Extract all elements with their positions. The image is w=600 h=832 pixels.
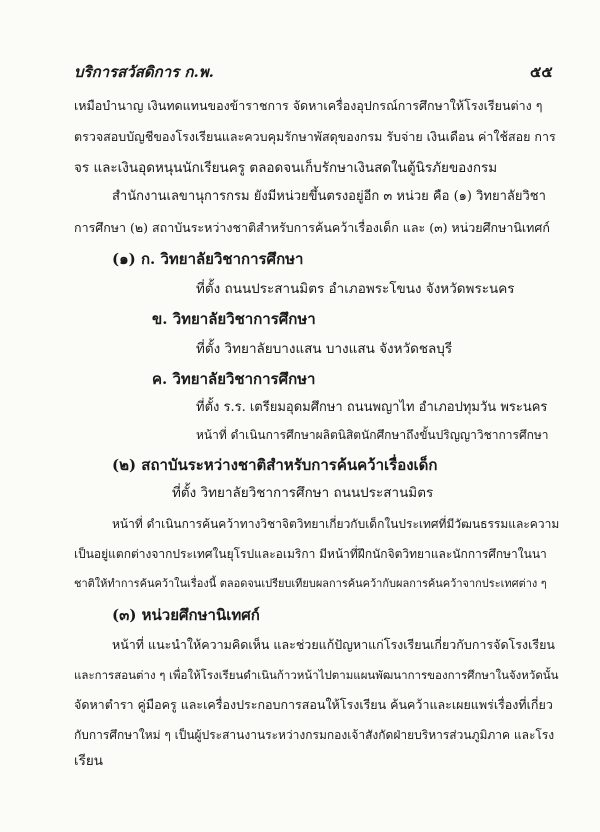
location-line: ที่ตั้ง วิทยาลัยบางแสน บางแสน จังหวัดชลบุรี [196, 341, 453, 357]
location-line: ที่ตั้ง ร.ร. เตรียมอุดมศึกษา ถนนพญาไท อำเภอปทุมวัน พระนคร [196, 400, 548, 415]
section-heading: (๓) หน่วยศึกษานิเทศก์ [112, 606, 260, 624]
duty-line: ชาติให้ทำการค้นคว้าในเรื่องนี้ ตลอดจนเปรียบเทียบผลการค้นคว้ากับผลการค้นคว้าจากประเทศต่าง ๆ [74, 577, 547, 590]
paragraph-line: เหมือบำนาญ เงินทดแทนของข้าราชการ จัดหาเครื่องอุปกรณ์การศึกษาให้โรงเรียนต่าง ๆ [74, 98, 543, 113]
duty-line: กับการศึกษาใหม่ ๆ เป็นผู้ประสานงานระหว่างกรมกองเจ้าสังกัดฝ่ายบริหารส่วนภูมิภาค และโรง [74, 728, 555, 742]
section-heading: (๑) ก. วิทยาลัยวิชาการศึกษา [112, 250, 304, 268]
duty-line: เป็นอยู่แตกต่างจากประเทศในยุโรปและอเมริกา มีหน้าที่ฝึกนักจิตวิทยาและนักการศึกษาในนา [74, 547, 547, 561]
location-line: ที่ตั้ง ถนนประสานมิตร อำเภอพระโขนง จังหวัดพระนคร [196, 281, 515, 297]
paragraph-line: การศึกษา (๒) สถาบันระหว่างชาติสำหรับการค้นคว้าเรื่องเด็ก และ (๓) หน่วยศึกษานิเทศก์ [74, 220, 550, 235]
duty-line: หน้าที่ แนะนำให้ความคิดเห็น และช่วยแก้ปัญหาแก่โรงเรียนเกี่ยวกับการจัดโรงเรียน [112, 637, 555, 652]
running-header-title: บริการสวัสดิการ ก.พ. [74, 63, 214, 81]
sub-heading: ข. วิทยาลัยวิชาการศึกษา [152, 310, 316, 328]
paragraph-line: จร และเงินอุดหนุนนักเรียนครู ตลอดจนเก็บรักษาเงินสดในตู้นิรภัยของกรม [74, 160, 498, 176]
duty-line: จัดหาตำรา คู่มือครู และเครื่องประกอบการสอนให้โรงเรียน ค้นคว้าและเผยแพร่เรื่องที่เกี่ยว [74, 697, 553, 712]
page-number: ๕๕ [530, 63, 553, 81]
duty-line: หน้าที่ ดำเนินการค้นคว้าทางวิชาจิตวิทยาเกี่ยวกับเด็กในประเทศที่มีวัฒนธรรมและความ [112, 517, 560, 531]
sub-heading: ค. วิทยาลัยวิชาการศึกษา [152, 370, 316, 388]
duty-line: หน้าที่ ดำเนินการศึกษาผลิตนิสิตนักศึกษาถึงขั้นปริญญาวิชาการศึกษา [196, 428, 549, 442]
paragraph-line: ตรวจสอบบัญชีของโรงเรียนและควบคุมรักษาพัสดุของกรม รับจ่าย เงินเดือน ค่าใช้สอย การ [74, 129, 556, 144]
duty-line: และการสอนต่าง ๆ เพื่อให้โรงเรียนดำเนินก้าวหน้าไปตามแผนพัฒนาการของการศึกษาในจังหวัดนั้น [74, 668, 559, 682]
paragraph-line: สำนักงานเลขานุการกรม ยังมีหน่วยขึ้นตรงอยู่อีก ๓ หน่วย คือ (๑) วิทยาลัยวิชา [112, 189, 546, 204]
section-heading: (๒) สถาบันระหว่างชาติสำหรับการค้นคว้าเรื่องเด็ก [112, 456, 438, 474]
duty-line: เรียน [74, 753, 104, 769]
location-line: ที่ตั้ง วิทยาลัยวิชาการศึกษา ถนนประสานมิตร [172, 485, 434, 501]
